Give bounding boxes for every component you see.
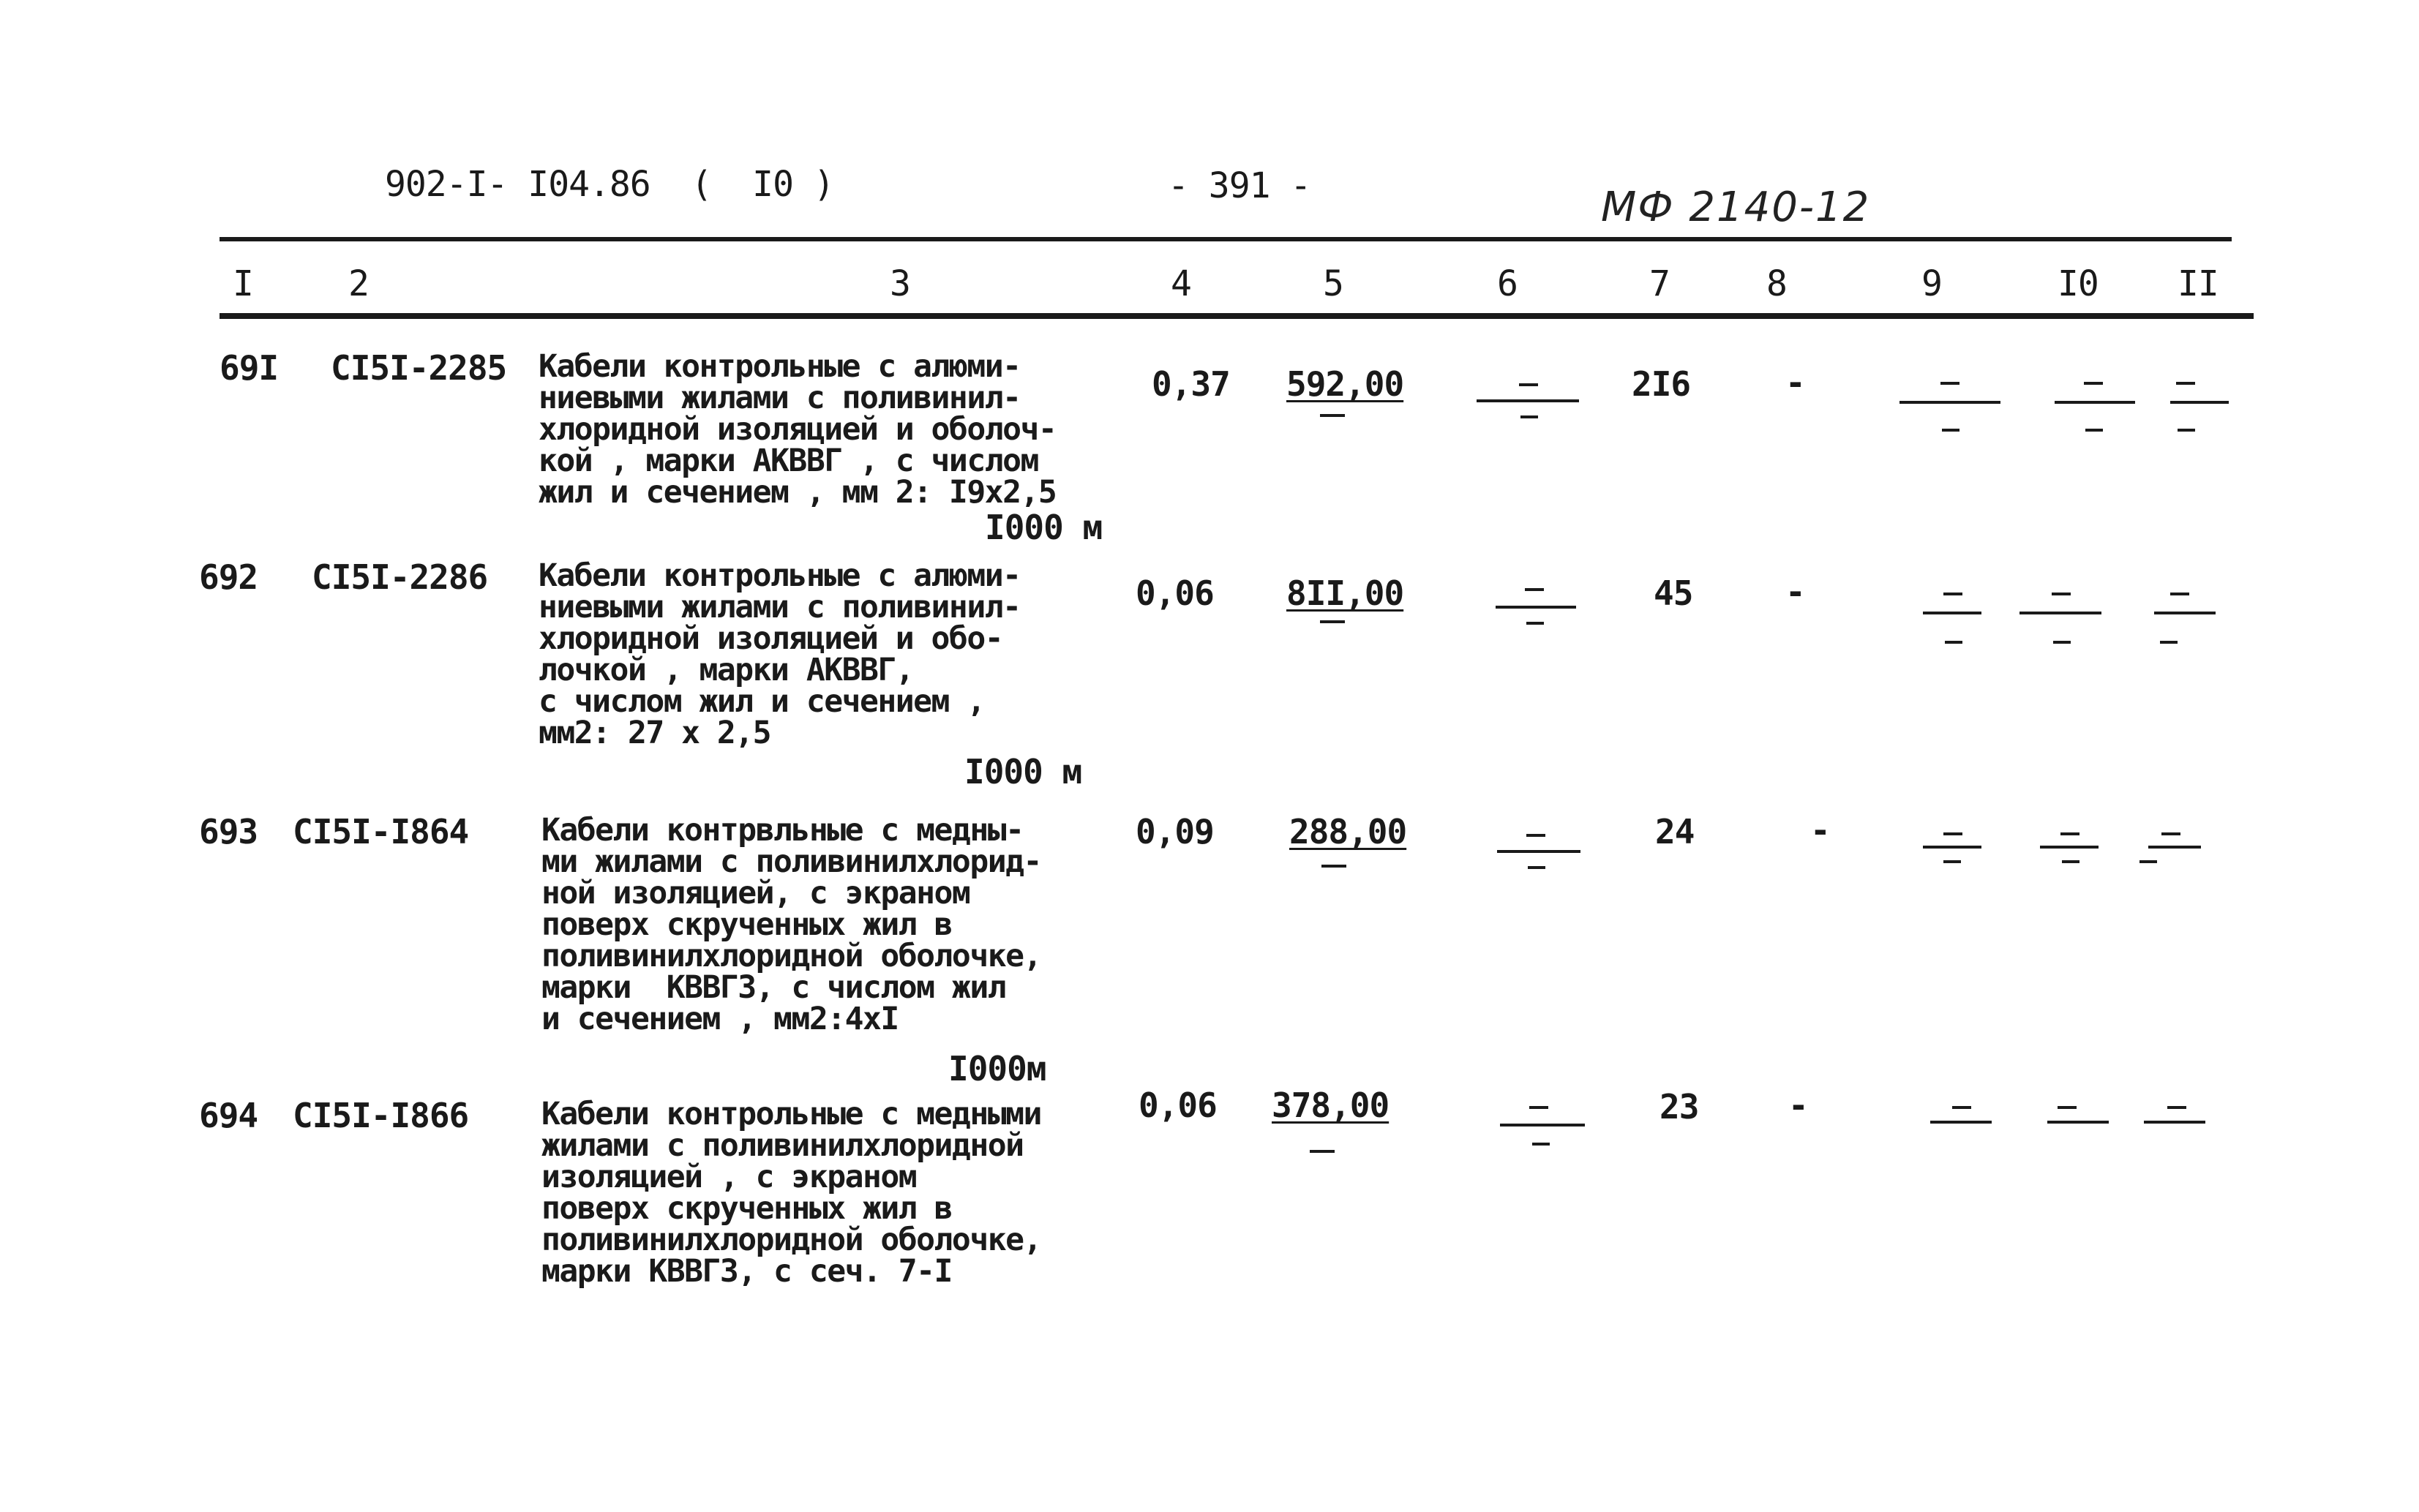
row-col8: -	[1788, 1086, 1808, 1125]
col-header-1: I	[233, 263, 253, 304]
ditto-mark	[1500, 1106, 1585, 1153]
row-col5: 8II,00	[1286, 573, 1404, 613]
col-header-4: 4	[1171, 263, 1191, 304]
ditto-mark	[2019, 593, 2101, 648]
ditto-mark	[1320, 407, 1345, 429]
ditto-mark	[1477, 383, 1579, 427]
row-description: Кабели контрольные с алюми- ниевыми жилами с поливинил- хлоридной изоляцией и оболоч- кой , марки АКВВГ , с числом жил и сечением , мм 2: I9x2,5	[539, 348, 1057, 511]
row-col4: 0,37	[1152, 364, 1230, 404]
ditto-mark	[2055, 382, 2135, 436]
col-header-11: II	[2178, 263, 2219, 304]
row-unit: I000м	[948, 1049, 1046, 1088]
col-header-2: 2	[348, 263, 369, 304]
col-header-6: 6	[1497, 263, 1518, 304]
row-col5: 592,00	[1286, 364, 1404, 404]
ditto-mark	[1496, 588, 1576, 632]
row-col4: 0,06	[1136, 573, 1214, 613]
col-header-3: 3	[890, 263, 910, 304]
row-code: CI5I-2285	[331, 348, 507, 388]
page-number: - 391 -	[1168, 165, 1311, 206]
ditto-mark	[1930, 1106, 1992, 1128]
row-col7: 45	[1654, 573, 1693, 613]
row-col4: 0,06	[1139, 1086, 1217, 1125]
ditto-mark	[1899, 382, 2000, 436]
row-code: CI5I-2286	[312, 557, 488, 597]
header-top-rule	[220, 237, 2232, 241]
ditto-mark	[2144, 1106, 2205, 1128]
row-description: Кабели контрольные с алюми- ниевыми жилами с поливинил- хлоридной изоляцией и обо- лочкой , марки АКВВГ, с числом жил и сечением , мм2: 27 х 2,5	[539, 557, 1021, 751]
row-col7: 23	[1659, 1087, 1699, 1127]
row-col8: -	[1785, 363, 1805, 402]
col-header-7: 7	[1649, 263, 1670, 304]
ditto-mark	[2139, 832, 2201, 869]
col-header-10: I0	[2058, 263, 2099, 304]
handwritten-stamp: МФ 2140-12	[1601, 184, 1871, 231]
document-code: 902-I- I04.86 ( I0 )	[385, 164, 834, 205]
row-col5: 378,00	[1272, 1086, 1389, 1125]
row-col7: 24	[1655, 812, 1695, 851]
col-header-8: 8	[1766, 263, 1787, 304]
row-number: 692	[199, 557, 258, 597]
row-description: Кабели контрольные с медными жилами с поливинилхлоридной изоляцией , с экраном поверх скрученных жил в поливинилхлоридной оболочке, марки КВВГЗ, с сеч. 7-I	[541, 1096, 1041, 1290]
col-header-5: 5	[1323, 263, 1343, 304]
header-bottom-rule	[220, 313, 2254, 319]
row-description: Кабели контрвльные с медны- ми жилами с поливинилхлорид- ной изоляцией, с экраном поверх скрученных жил в поливинилхлоридной оболочке, марки КВВГЗ, с числом жил и сечением , мм2:4xI	[541, 812, 1041, 1037]
row-col8: -	[1785, 572, 1805, 612]
ditto-mark	[2154, 593, 2216, 648]
row-code: CI5I-I866	[293, 1096, 469, 1135]
row-number: 693	[199, 812, 258, 851]
row-col5: 288,00	[1289, 812, 1407, 851]
row-number: 694	[199, 1096, 258, 1135]
row-unit: I000 м	[964, 752, 1082, 791]
ditto-mark	[1321, 860, 1346, 875]
ditto-mark	[2047, 1106, 2109, 1128]
ditto-mark	[1923, 832, 1981, 869]
row-code: CI5I-I864	[293, 812, 469, 851]
ditto-mark	[1320, 616, 1345, 631]
row-col4: 0,09	[1136, 812, 1214, 851]
ditto-mark	[1923, 593, 1981, 648]
col-header-9: 9	[1921, 263, 1942, 304]
ditto-mark	[2170, 382, 2229, 436]
row-number: 69I	[220, 348, 279, 388]
ditto-mark	[2040, 832, 2099, 869]
ditto-mark	[1497, 834, 1580, 878]
row-unit: I000 м	[985, 508, 1103, 547]
ditto-mark	[1310, 1146, 1335, 1160]
row-col8: -	[1810, 810, 1830, 850]
row-col7: 2I6	[1632, 364, 1691, 404]
